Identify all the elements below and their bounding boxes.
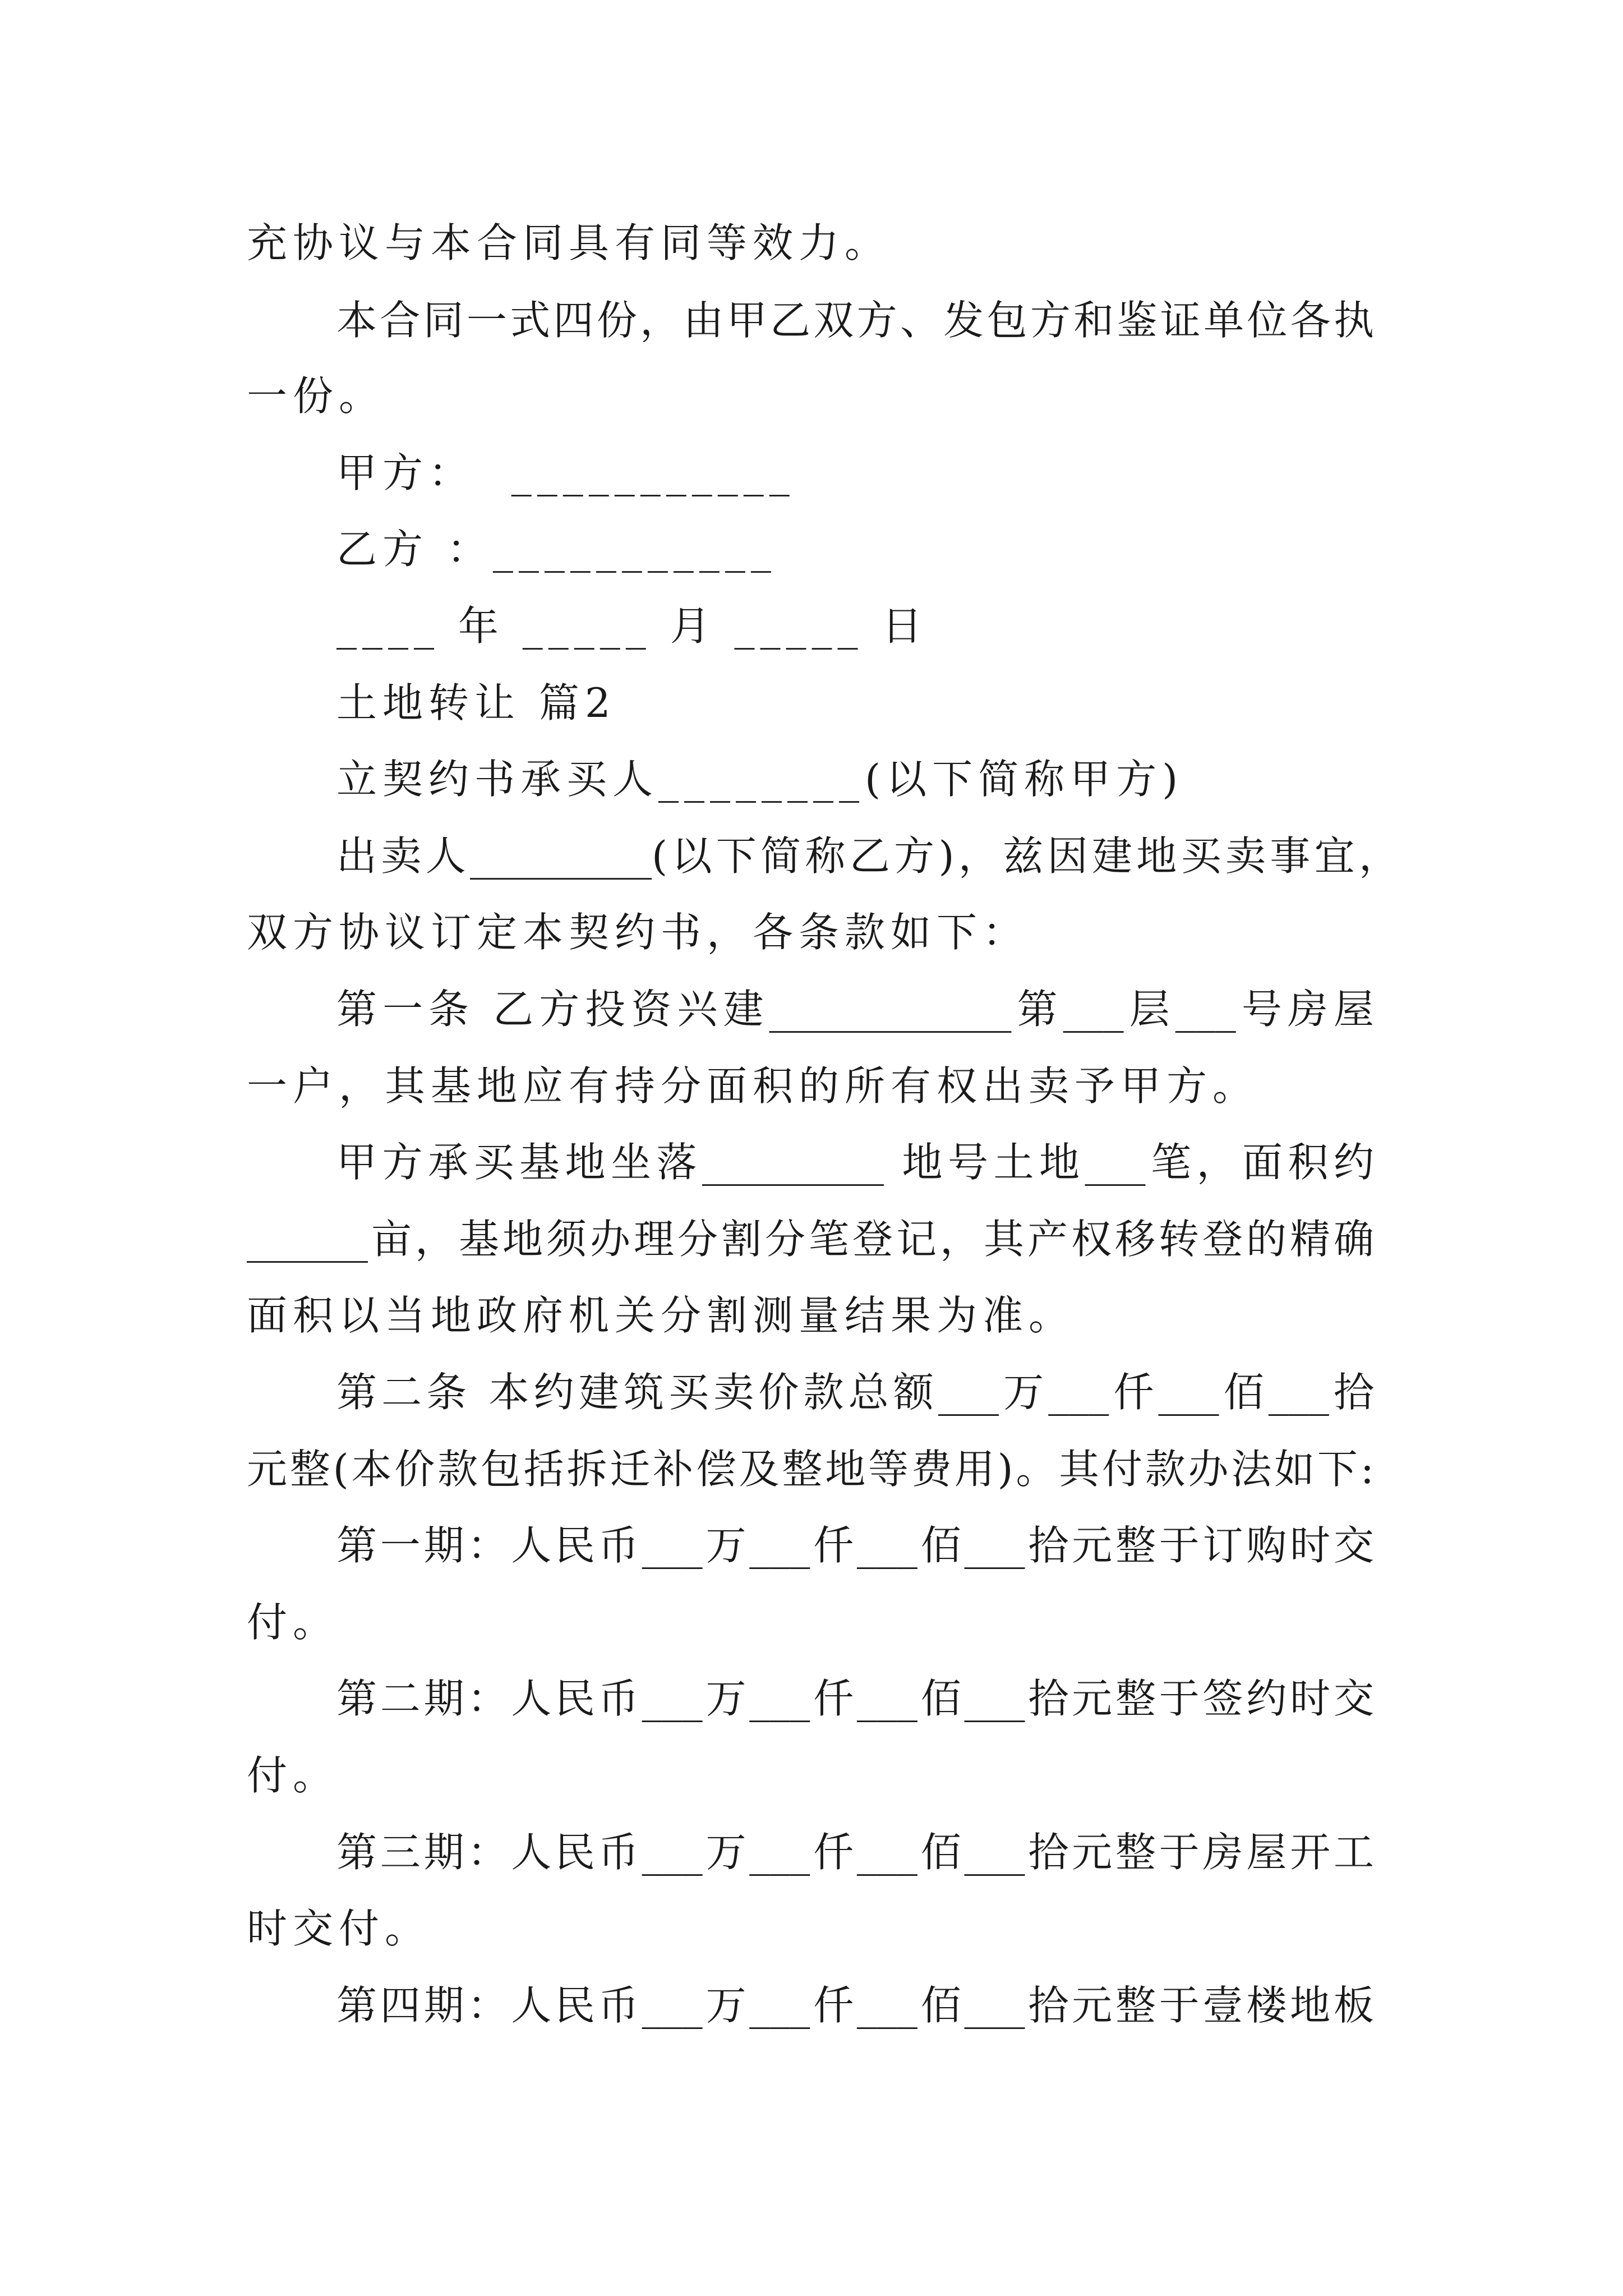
text-line: 第一期：人民币___万___仟___佰___拾元整于订购时交	[336, 1522, 1374, 1569]
signature-line-party-b: 乙方 ：___________	[336, 526, 777, 573]
text-line: 时交付。	[247, 1905, 431, 1952]
text-line: 元整(本价款包括拆迁补偿及整地等费用)。其付款办法如下:	[247, 1446, 1374, 1493]
text-line: 第二条 本约建筑买卖价款总额___万___仟___佰___拾	[336, 1369, 1374, 1416]
text-line: 面积以当地政府机关分割测量结果为准。	[247, 1292, 1075, 1339]
text-line: 双方协议订定本契约书，各条款如下：	[247, 909, 1029, 956]
text-line: 第一条 乙方投资兴建____________第___层___号房屋	[336, 986, 1374, 1033]
text-line: 出卖人_________(以下简称乙方)，兹因建地买卖事宜，	[336, 832, 1399, 880]
text-line: 本合同一式四份，由甲乙双方、发包方和鉴证单位各执	[336, 297, 1374, 344]
text-line: 甲方承买基地坐落_________ 地号土地___笔，面积约	[336, 1139, 1374, 1186]
text-line: 付。	[247, 1599, 339, 1646]
section-heading: 土地转让 篇2	[336, 679, 616, 726]
text-line: 一份。	[247, 372, 385, 420]
text-line: 付。	[247, 1752, 339, 1799]
text-line: 第四期：人民币___万___仟___佰___拾元整于壹楼地板	[336, 1982, 1374, 2029]
text-line: 一户，其基地应有持分面积的所有权出卖予甲方。	[247, 1062, 1259, 1110]
signature-line-party-a: 甲方： ___________	[336, 449, 795, 496]
text-line: 立契约书承买人________(以下简称甲方)	[336, 756, 1184, 803]
date-line: ____ 年 _____ 月 _____ 日	[336, 602, 928, 650]
text-line: 第二期：人民币___万___仟___佰___拾元整于签约时交	[336, 1675, 1374, 1722]
text-line: 第三期：人民币___万___仟___佰___拾元整于房屋开工	[336, 1829, 1374, 1876]
text-line: 充协议与本合同具有同等效力。	[247, 219, 891, 266]
text-line: ______亩，基地须办理分割分笔登记，其产权移转登的精确	[247, 1216, 1374, 1263]
